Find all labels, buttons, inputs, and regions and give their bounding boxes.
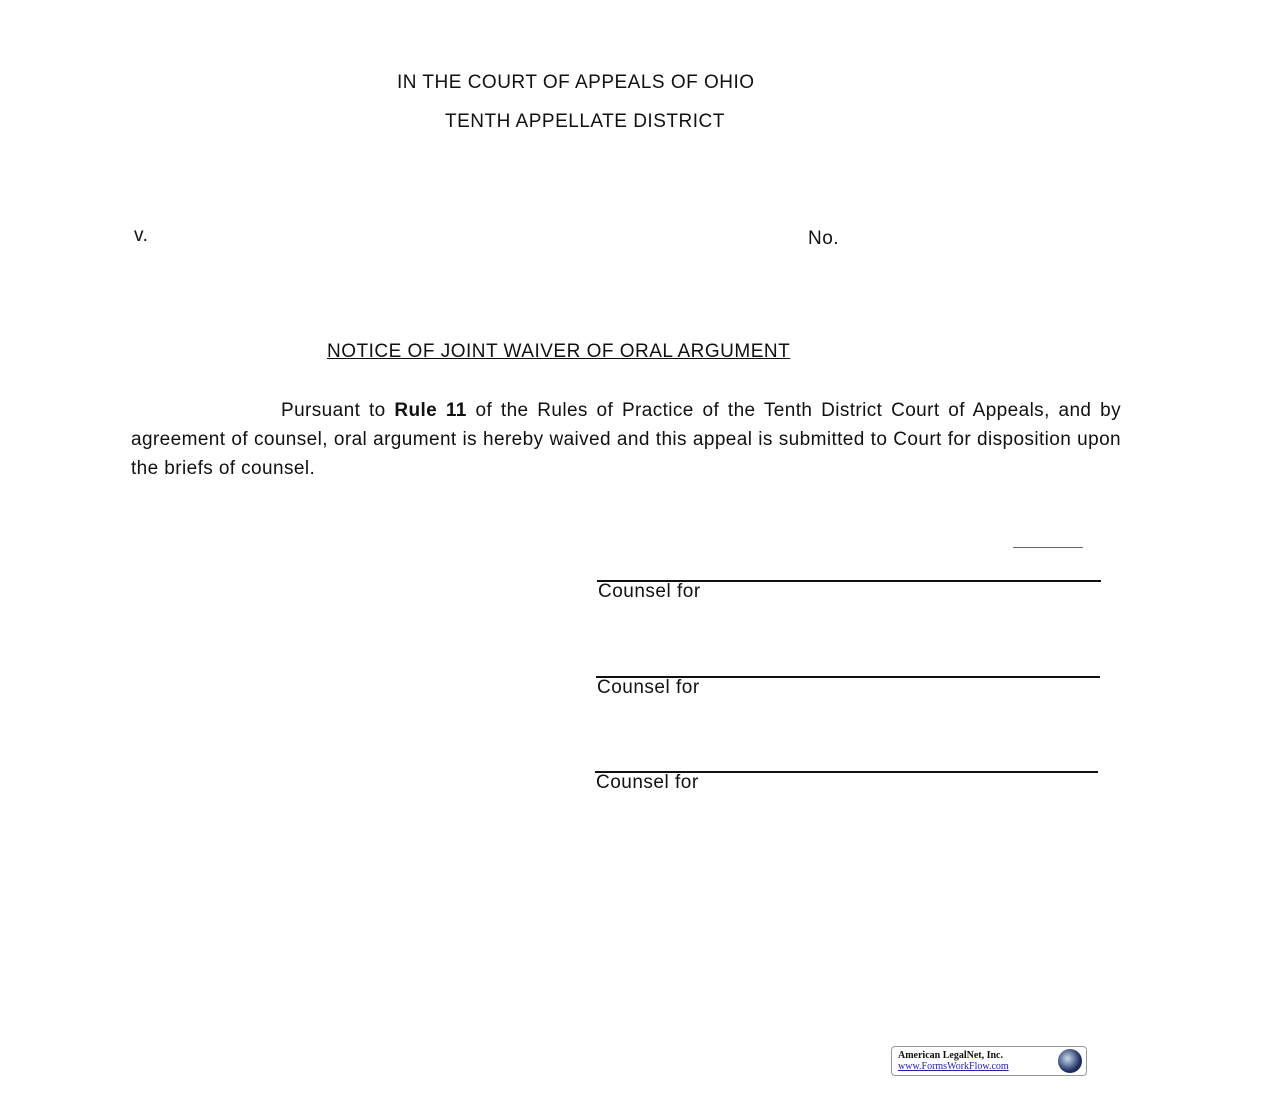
body-rest: of the Rules of Practice of the Tenth District Court of Appeals, and by agreement of counsel, oral argument is hereby waived and this appeal is submitted to Court for disposition upon the briefs of counsel. [131,400,1122,479]
footer-logo[interactable] [891,1046,1087,1076]
signature-label-3: Counsel for [596,772,699,793]
logo-url-link[interactable]: www.FormsWorkFlow.com [898,1061,1009,1072]
signature-label-1: Counsel for [598,581,701,602]
signature-label-2: Counsel for [597,677,700,698]
body-intro: Pursuant to [281,400,395,421]
document-title: NOTICE OF JOINT WAIVER OF ORAL ARGUMENT [327,341,791,362]
rule-reference: Rule 11 [394,400,467,421]
versus-label: v. [134,225,149,246]
logo-company: American LegalNet, Inc. [898,1050,1003,1061]
district-heading: TENTH APPELLATE DISTRICT [445,111,725,132]
body-paragraph [131,396,1121,483]
stray-mark [1013,547,1083,548]
court-heading: IN THE COURT OF APPEALS OF OHIO [397,72,755,93]
globe-icon [1058,1049,1082,1073]
case-number-label: No. [808,228,840,249]
